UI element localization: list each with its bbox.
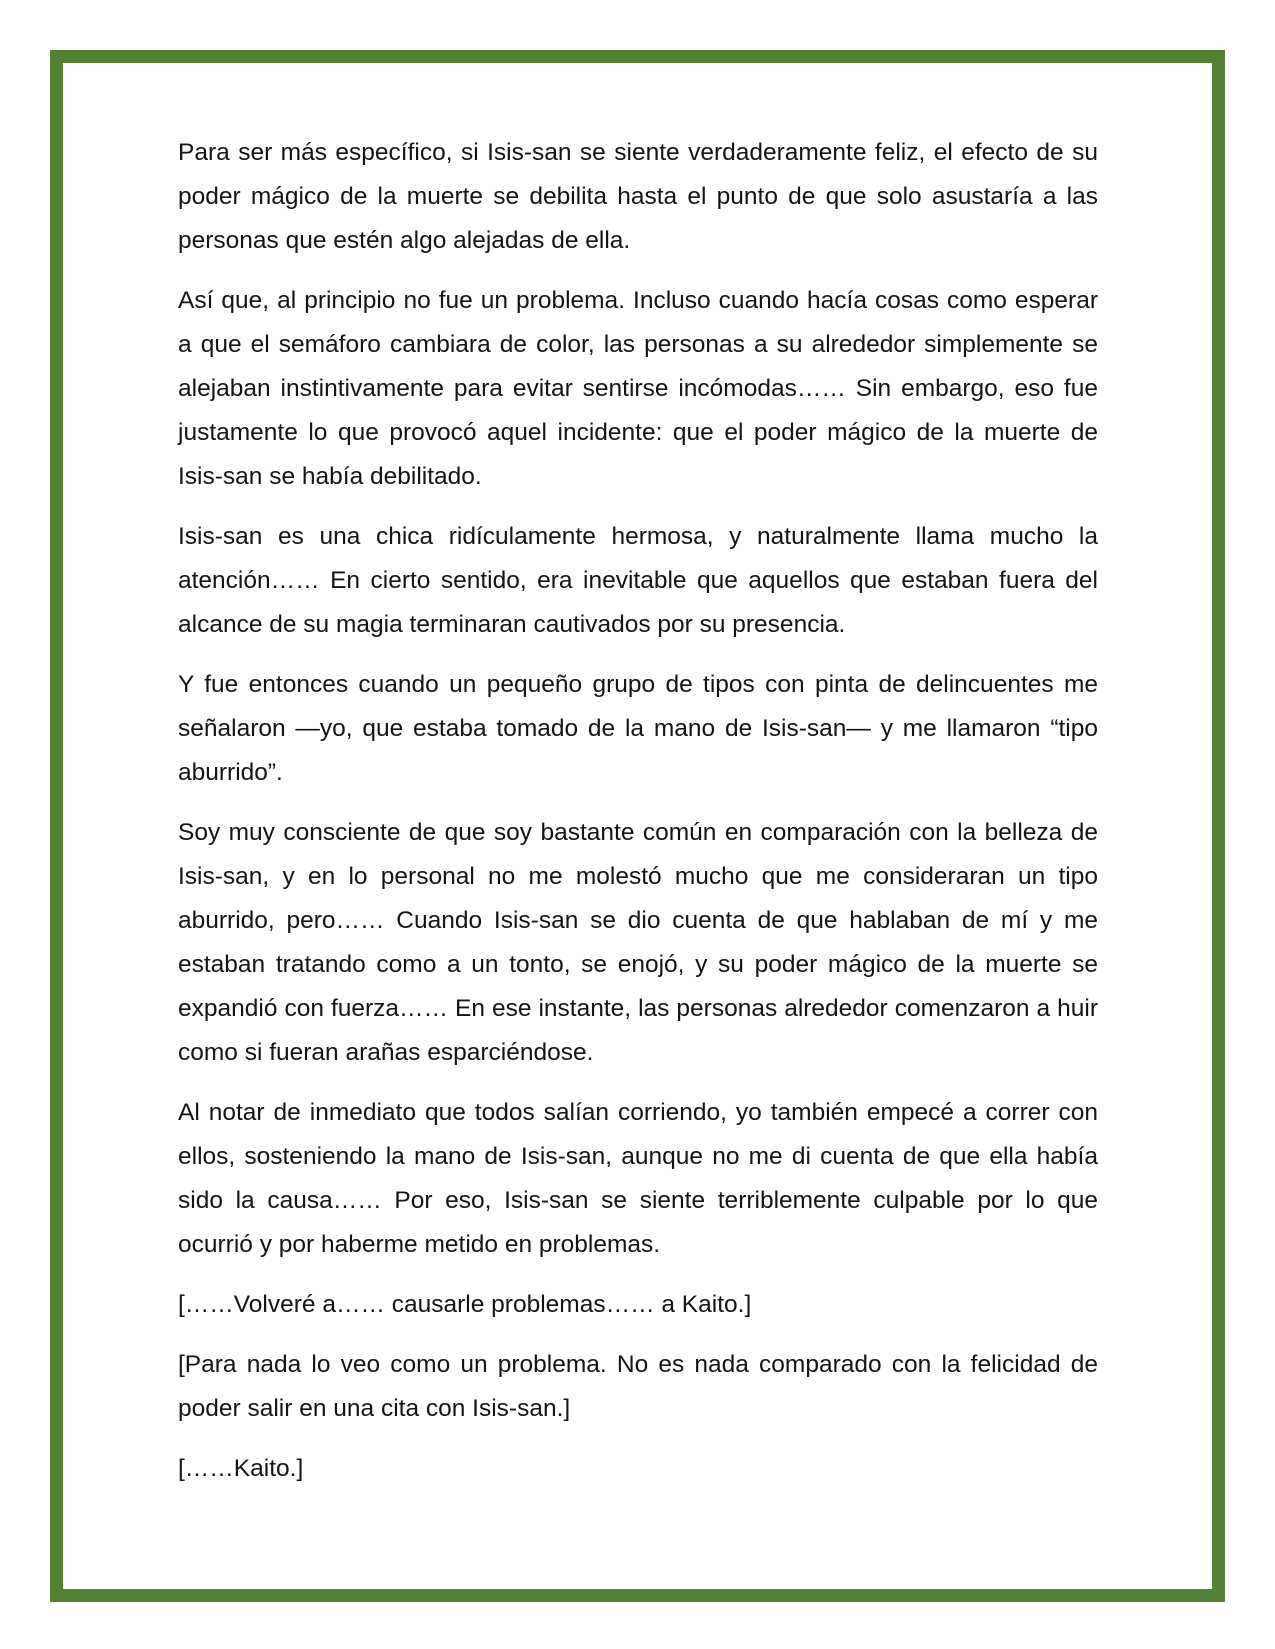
paragraph-4: Y fue entonces cuando un pequeño grupo de tipos con pinta de delincuentes me señalaron —yo, que estaba tomado de la mano de Isis-san— y me llamaron “tipo aburrido”. (178, 671, 1098, 786)
document-body (178, 131, 1098, 1507)
paragraph-6: Al notar de inmediato que todos salían corriendo, yo también empecé a correr con ellos, sosteniendo la mano de Isis-san, aunque no me di cuenta de que ella había sido la causa…… Por eso, Isis-san se siente terriblemente culpable por lo que ocurrió y por haberme metido en problemas. (178, 1099, 1098, 1258)
dialogue-line-2: [Para nada lo veo como un problema. No es nada comparado con la felicidad de poder salir en una cita con Isis-san.] (178, 1351, 1098, 1422)
paragraph-2: Así que, al principio no fue un problema. Incluso cuando hacía cosas como esperar a que el semáforo cambiara de color, las personas a su alrededor simplemente se alejaban instintivamente para evitar sentirse incómodas…… Sin embargo, eso fue justamente lo que provocó aquel incidente: que el poder mágico de la muerte de Isis-san se había debilitado. (178, 287, 1098, 490)
dialogue-line-1: [……Volveré a…… causarle problemas…… a Kaito.] (178, 1291, 752, 1318)
page-border-frame (50, 50, 1225, 1602)
dialogue-line-3: [……Kaito.] (178, 1455, 304, 1482)
paragraph-5: Soy muy consciente de que soy bastante común en comparación con la belleza de Isis-san, y en lo personal no me molestó mucho que me consideraran un tipo aburrido, pero…… Cuando Isis-san se dio cuenta de que hablaban de mí y me estaban tratando como a un tonto, se enojó, y su poder mágico de la muerte se expandió con fuerza…… En ese instante, las personas alrededor comenzaron a huir como si fueran arañas esparciéndose. (178, 819, 1098, 1066)
paragraph-1: Para ser más específico, si Isis-san se siente verdaderamente feliz, el efecto de su poder mágico de la muerte se debilita hasta el punto de que solo asustaría a las personas que estén algo alejadas de ella. (178, 139, 1098, 254)
paragraph-3: Isis-san es una chica ridículamente hermosa, y naturalmente llama mucho la atención…… En cierto sentido, era inevitable que aquellos que estaban fuera del alcance de su magia terminaran cautivados por su presencia. (178, 523, 1098, 638)
